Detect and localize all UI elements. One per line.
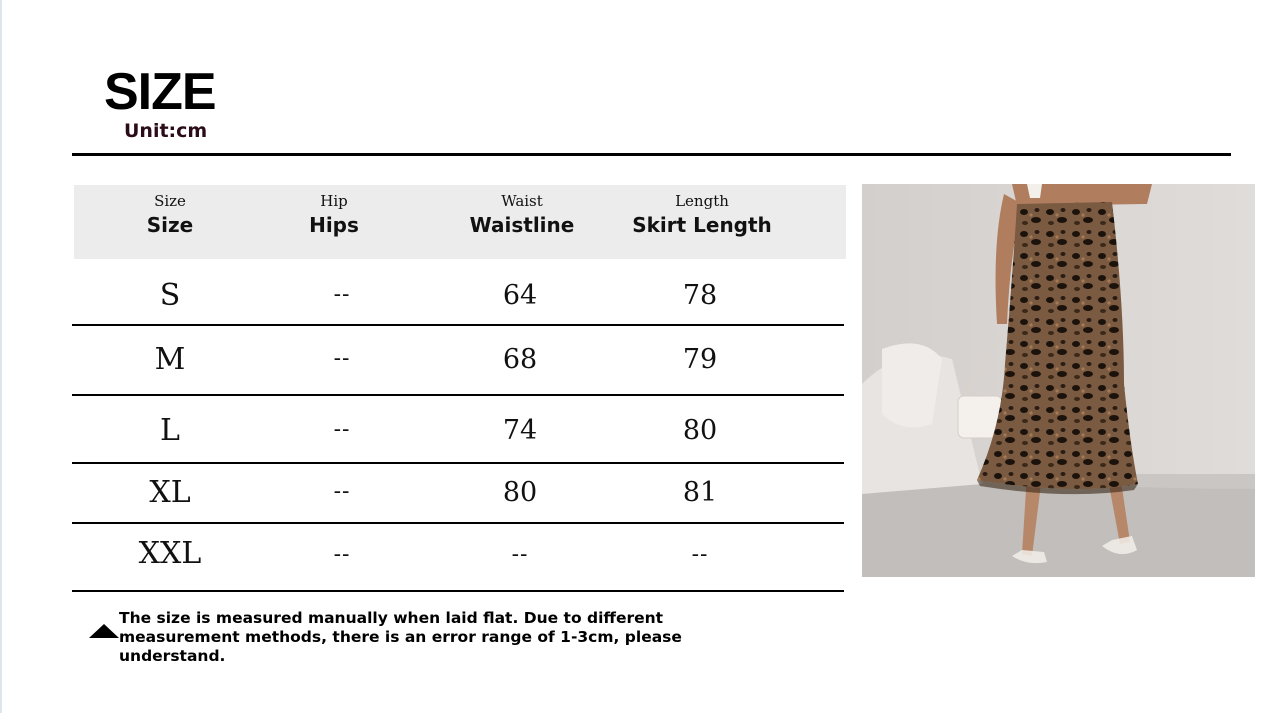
header-length-label: Skirt Length [632, 213, 772, 237]
header-size-small: Size [154, 192, 186, 210]
cell-size: XL [149, 475, 191, 510]
cell-size: M [154, 342, 186, 377]
header-hips-small: Hip [320, 192, 348, 210]
cell-waist: 68 [502, 344, 538, 375]
header-divider [72, 153, 1231, 156]
cell-length: 79 [682, 344, 718, 375]
page-title: SIZE [104, 63, 216, 121]
leopard-print-midi-skirt-photo-icon [862, 184, 1255, 577]
table-header [74, 185, 846, 259]
cell-size: XXL [138, 536, 202, 571]
cell-waist: -- [511, 542, 529, 567]
header-hips-label: Hips [309, 213, 359, 237]
header-size-label: Size [146, 213, 194, 237]
header-length [612, 193, 792, 237]
row-divider [72, 522, 844, 524]
cell-length: -- [691, 542, 709, 567]
cell-hips: -- [333, 346, 351, 371]
header-length-small: Length [675, 192, 729, 210]
cell-waist: 80 [502, 477, 538, 508]
header-size [80, 193, 260, 237]
note-line-2: measurement methods, there is an error range of 1-3cm, please understand. [119, 628, 682, 665]
cell-hips: -- [333, 417, 351, 442]
warning-triangle-icon [89, 624, 119, 638]
measurement-note [119, 609, 759, 666]
header-waist-label: Waistline [469, 213, 575, 237]
cell-waist: 74 [502, 415, 538, 446]
cell-waist: 64 [502, 280, 538, 311]
page-edge [0, 0, 2, 713]
cell-hips: -- [333, 282, 351, 307]
row-divider [72, 324, 844, 326]
row-divider [72, 394, 844, 396]
cell-hips: -- [333, 542, 351, 567]
header-waist [432, 193, 612, 237]
header-hips [244, 193, 424, 237]
note-line-1: The size is measured manually when laid flat. Due to different [119, 609, 664, 627]
cell-length: 80 [682, 415, 718, 446]
product-photo [862, 184, 1255, 577]
unit-label: Unit:cm [124, 120, 208, 142]
cell-length: 81 [682, 477, 718, 508]
size-table [74, 185, 846, 571]
row-divider [72, 462, 844, 464]
cell-hips: -- [333, 479, 351, 504]
header-waist-small: Waist [501, 192, 543, 210]
cell-size: L [160, 413, 180, 448]
cell-length: 78 [682, 280, 718, 311]
row-divider [72, 590, 844, 592]
cell-size: S [159, 278, 181, 313]
